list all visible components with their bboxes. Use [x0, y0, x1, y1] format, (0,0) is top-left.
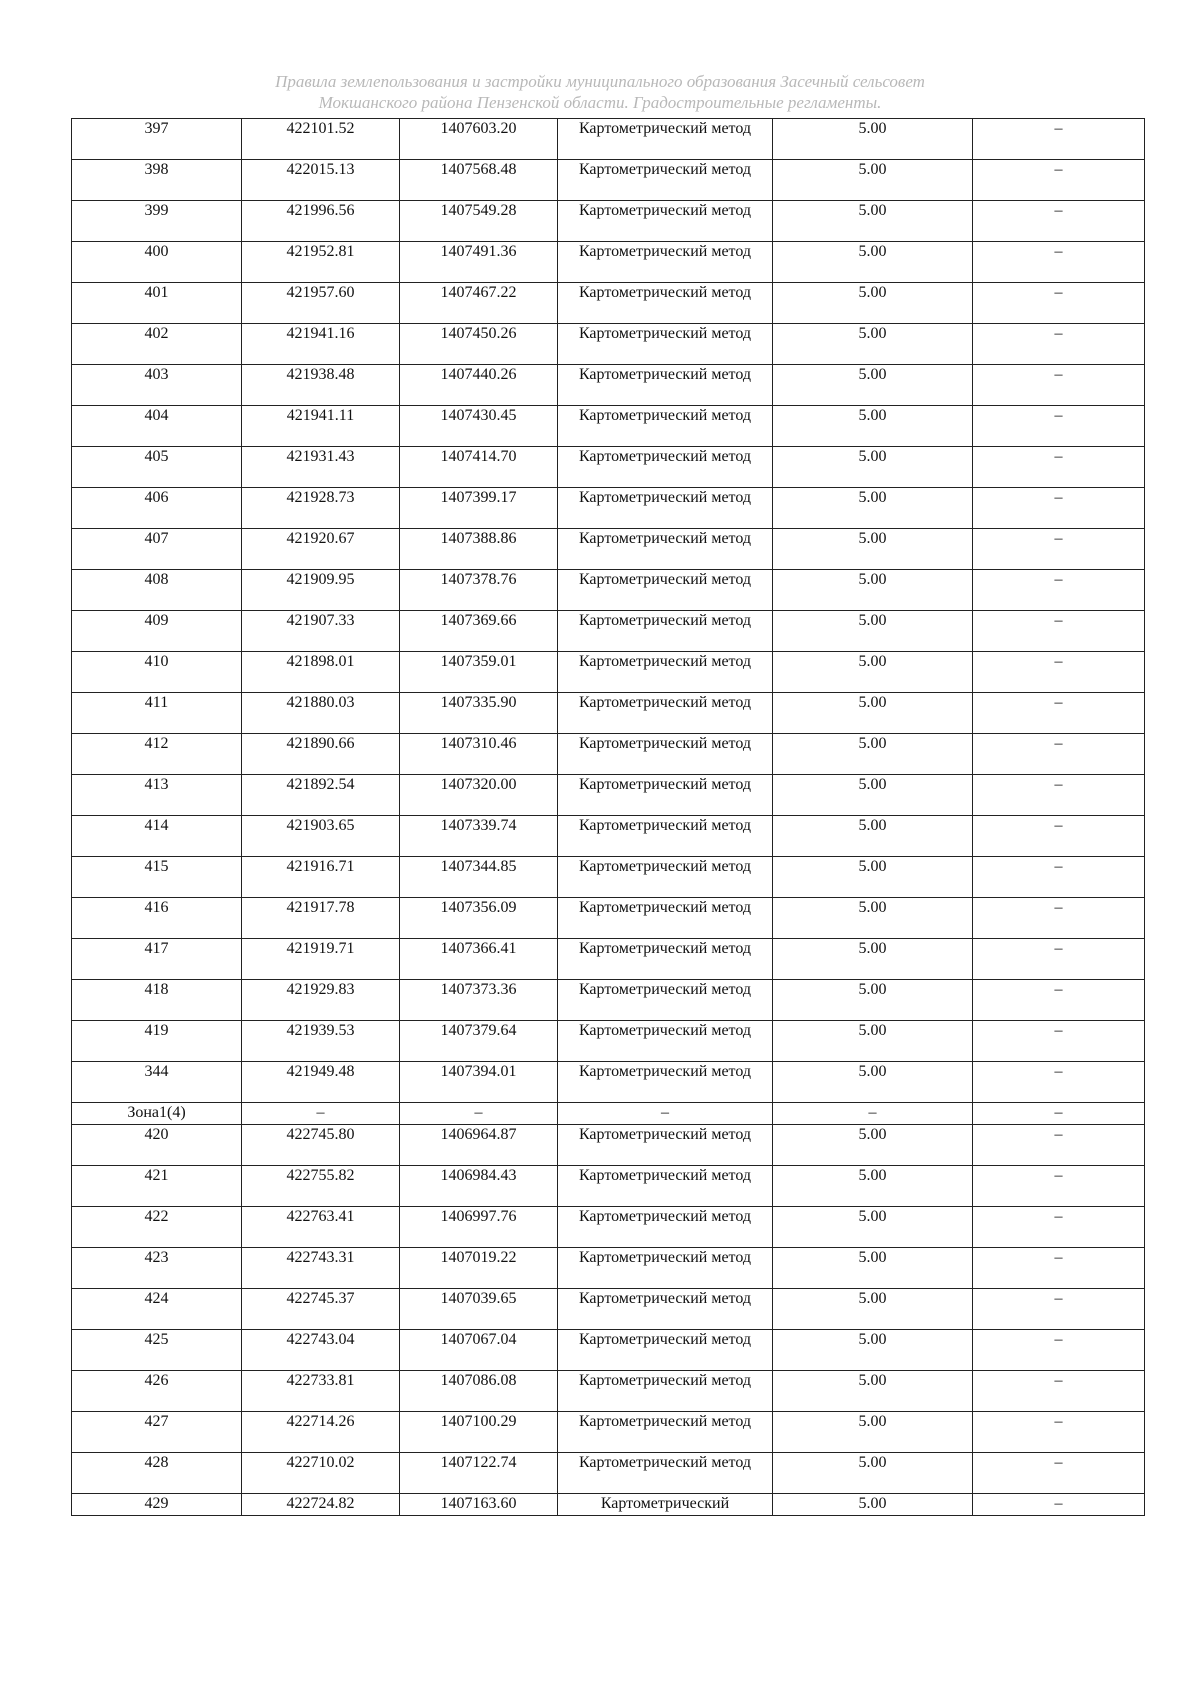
coordinate-x-cell: 421952.81	[242, 242, 400, 283]
coordinate-x-cell: –	[242, 1103, 400, 1125]
coordinate-y-cell: –	[400, 1103, 558, 1125]
method-cell: Картометрический метод	[558, 488, 773, 529]
method-cell: Картометрический метод	[558, 160, 773, 201]
table-row	[72, 816, 1145, 857]
coordinate-x-cell: 421941.16	[242, 324, 400, 365]
point-number-cell: 412	[72, 734, 242, 775]
coordinate-y-cell: 1407335.90	[400, 693, 558, 734]
accuracy-cell: 5.00	[773, 324, 973, 365]
accuracy-cell: 5.00	[773, 1062, 973, 1103]
method-cell: Картометрический	[558, 1494, 773, 1516]
table-row	[72, 693, 1145, 734]
accuracy-cell: 5.00	[773, 1453, 973, 1494]
coordinate-x-cell: 421928.73	[242, 488, 400, 529]
coordinate-y-cell: 1407440.26	[400, 365, 558, 406]
note-cell: –	[973, 242, 1145, 283]
header-line-1: Правила землепользования и застройки муниципального образования Засечный сельсовет	[275, 72, 925, 91]
point-number-cell: 406	[72, 488, 242, 529]
table-row	[72, 283, 1145, 324]
table-row	[72, 488, 1145, 529]
coordinate-x-cell: 421907.33	[242, 611, 400, 652]
table-row	[72, 652, 1145, 693]
accuracy-cell: 5.00	[773, 1248, 973, 1289]
coordinate-y-cell: 1406984.43	[400, 1166, 558, 1207]
note-cell: –	[973, 939, 1145, 980]
point-number-cell: 417	[72, 939, 242, 980]
point-number-cell: 404	[72, 406, 242, 447]
note-cell: –	[973, 1330, 1145, 1371]
table-row	[72, 324, 1145, 365]
note-cell: –	[973, 652, 1145, 693]
coordinate-y-cell: 1407366.41	[400, 939, 558, 980]
zone-header-row	[72, 1103, 1145, 1125]
accuracy-cell: 5.00	[773, 1166, 973, 1207]
accuracy-cell: 5.00	[773, 160, 973, 201]
coordinate-y-cell: 1407467.22	[400, 283, 558, 324]
note-cell: –	[973, 775, 1145, 816]
point-number-cell: 424	[72, 1289, 242, 1330]
method-cell: Картометрический метод	[558, 529, 773, 570]
method-cell: Картометрический метод	[558, 857, 773, 898]
note-cell: –	[973, 693, 1145, 734]
coordinates-table	[71, 118, 1145, 1516]
method-cell: Картометрический метод	[558, 1330, 773, 1371]
coordinate-y-cell: 1407388.86	[400, 529, 558, 570]
coordinate-y-cell: 1406964.87	[400, 1125, 558, 1166]
table-row	[72, 980, 1145, 1021]
method-cell: Картометрический метод	[558, 652, 773, 693]
page-header	[0, 71, 1200, 113]
coordinate-x-cell: 421929.83	[242, 980, 400, 1021]
table-row	[72, 939, 1145, 980]
method-cell: –	[558, 1103, 773, 1125]
coordinate-x-cell: 421919.71	[242, 939, 400, 980]
coordinate-x-cell: 421917.78	[242, 898, 400, 939]
table-row	[72, 365, 1145, 406]
point-number-cell: 408	[72, 570, 242, 611]
method-cell: Картометрический метод	[558, 611, 773, 652]
coordinate-x-cell: 421941.11	[242, 406, 400, 447]
note-cell: –	[973, 611, 1145, 652]
coordinate-x-cell: 422743.31	[242, 1248, 400, 1289]
method-cell: Картометрический метод	[558, 980, 773, 1021]
coordinate-y-cell: 1407310.46	[400, 734, 558, 775]
point-number-cell: 397	[72, 119, 242, 160]
table-row	[72, 898, 1145, 939]
table-row	[72, 611, 1145, 652]
accuracy-cell: 5.00	[773, 775, 973, 816]
coordinate-y-cell: 1407378.76	[400, 570, 558, 611]
coordinates-table-body	[72, 119, 1145, 1516]
coordinate-x-cell: 421903.65	[242, 816, 400, 857]
method-cell: Картометрический метод	[558, 242, 773, 283]
coordinate-x-cell: 422745.80	[242, 1125, 400, 1166]
accuracy-cell: 5.00	[773, 857, 973, 898]
point-number-cell: 399	[72, 201, 242, 242]
coordinate-x-cell: 422015.13	[242, 160, 400, 201]
coordinate-x-cell: 421949.48	[242, 1062, 400, 1103]
point-number-cell: 418	[72, 980, 242, 1021]
coordinate-x-cell: 421880.03	[242, 693, 400, 734]
method-cell: Картометрический метод	[558, 1166, 773, 1207]
coordinate-x-cell: 421938.48	[242, 365, 400, 406]
method-cell: Картометрический метод	[558, 1021, 773, 1062]
accuracy-cell: 5.00	[773, 447, 973, 488]
point-number-cell: 416	[72, 898, 242, 939]
method-cell: Картометрический метод	[558, 570, 773, 611]
point-number-cell: 409	[72, 611, 242, 652]
method-cell: Картометрический метод	[558, 693, 773, 734]
header-line-2: Мокшанского района Пензенской области. Градостроительные регламенты.	[318, 93, 882, 112]
table-row	[72, 1166, 1145, 1207]
note-cell: –	[973, 857, 1145, 898]
point-number-cell: 428	[72, 1453, 242, 1494]
table-row	[72, 1371, 1145, 1412]
coordinate-y-cell: 1407320.00	[400, 775, 558, 816]
table-row	[72, 1412, 1145, 1453]
coordinate-y-cell: 1407399.17	[400, 488, 558, 529]
accuracy-cell: 5.00	[773, 816, 973, 857]
note-cell: –	[973, 898, 1145, 939]
method-cell: Картометрический метод	[558, 1453, 773, 1494]
accuracy-cell: 5.00	[773, 406, 973, 447]
coordinate-y-cell: 1407603.20	[400, 119, 558, 160]
coordinate-x-cell: 421892.54	[242, 775, 400, 816]
method-cell: Картометрический метод	[558, 775, 773, 816]
accuracy-cell: 5.00	[773, 1289, 973, 1330]
coordinate-x-cell: 422743.04	[242, 1330, 400, 1371]
method-cell: Картометрический метод	[558, 283, 773, 324]
table-row	[72, 406, 1145, 447]
coordinate-y-cell: 1407039.65	[400, 1289, 558, 1330]
coordinate-y-cell: 1407086.08	[400, 1371, 558, 1412]
accuracy-cell: 5.00	[773, 242, 973, 283]
coordinate-y-cell: 1407163.60	[400, 1494, 558, 1516]
accuracy-cell: 5.00	[773, 365, 973, 406]
accuracy-cell: 5.00	[773, 1494, 973, 1516]
accuracy-cell: 5.00	[773, 1125, 973, 1166]
coordinate-x-cell: 422101.52	[242, 119, 400, 160]
point-number-cell: 400	[72, 242, 242, 283]
method-cell: Картометрический метод	[558, 1289, 773, 1330]
coordinate-y-cell: 1407339.74	[400, 816, 558, 857]
coordinate-x-cell: 421996.56	[242, 201, 400, 242]
coordinate-x-cell: 421916.71	[242, 857, 400, 898]
note-cell: –	[973, 283, 1145, 324]
accuracy-cell: 5.00	[773, 119, 973, 160]
accuracy-cell: 5.00	[773, 1371, 973, 1412]
note-cell: –	[973, 1021, 1145, 1062]
note-cell: –	[973, 488, 1145, 529]
coordinate-x-cell: 422733.81	[242, 1371, 400, 1412]
point-number-cell: 398	[72, 160, 242, 201]
point-number-cell: 427	[72, 1412, 242, 1453]
coordinate-y-cell: 1407122.74	[400, 1453, 558, 1494]
coordinate-y-cell: 1407359.01	[400, 652, 558, 693]
note-cell: –	[973, 1248, 1145, 1289]
coordinate-y-cell: 1407394.01	[400, 1062, 558, 1103]
table-row	[72, 570, 1145, 611]
note-cell: –	[973, 406, 1145, 447]
point-number-cell: 426	[72, 1371, 242, 1412]
coordinate-y-cell: 1407549.28	[400, 201, 558, 242]
method-cell: Картометрический метод	[558, 365, 773, 406]
method-cell: Картометрический метод	[558, 119, 773, 160]
table-row	[72, 1289, 1145, 1330]
accuracy-cell: 5.00	[773, 283, 973, 324]
table-row	[72, 775, 1145, 816]
table-row	[72, 447, 1145, 488]
coordinate-x-cell: 421957.60	[242, 283, 400, 324]
accuracy-cell: 5.00	[773, 1207, 973, 1248]
note-cell: –	[973, 365, 1145, 406]
coordinate-x-cell: 422745.37	[242, 1289, 400, 1330]
note-cell: –	[973, 201, 1145, 242]
accuracy-cell: 5.00	[773, 570, 973, 611]
note-cell: –	[973, 570, 1145, 611]
point-number-cell: 401	[72, 283, 242, 324]
accuracy-cell: 5.00	[773, 734, 973, 775]
table-row	[72, 242, 1145, 283]
point-number-cell: 420	[72, 1125, 242, 1166]
table-row	[72, 119, 1145, 160]
coordinate-x-cell: 422755.82	[242, 1166, 400, 1207]
table-row	[72, 1125, 1145, 1166]
coordinate-y-cell: 1406997.76	[400, 1207, 558, 1248]
method-cell: Картометрический метод	[558, 1062, 773, 1103]
point-number-cell: 419	[72, 1021, 242, 1062]
coordinate-y-cell: 1407414.70	[400, 447, 558, 488]
accuracy-cell: 5.00	[773, 652, 973, 693]
coordinate-y-cell: 1407430.45	[400, 406, 558, 447]
point-number-cell: 429	[72, 1494, 242, 1516]
method-cell: Картометрический метод	[558, 1207, 773, 1248]
accuracy-cell: 5.00	[773, 1021, 973, 1062]
note-cell: –	[973, 1207, 1145, 1248]
coordinate-y-cell: 1407019.22	[400, 1248, 558, 1289]
table-row	[72, 201, 1145, 242]
coordinate-y-cell: 1407450.26	[400, 324, 558, 365]
accuracy-cell: 5.00	[773, 980, 973, 1021]
accuracy-cell: 5.00	[773, 939, 973, 980]
coordinate-x-cell: 421920.67	[242, 529, 400, 570]
coordinate-y-cell: 1407373.36	[400, 980, 558, 1021]
point-number-cell: 425	[72, 1330, 242, 1371]
method-cell: Картометрический метод	[558, 1125, 773, 1166]
coordinate-x-cell: 421890.66	[242, 734, 400, 775]
accuracy-cell: 5.00	[773, 529, 973, 570]
accuracy-cell: 5.00	[773, 693, 973, 734]
coordinate-x-cell: 421931.43	[242, 447, 400, 488]
note-cell: –	[973, 1412, 1145, 1453]
note-cell: –	[973, 324, 1145, 365]
table-row	[72, 734, 1145, 775]
point-number-cell: 423	[72, 1248, 242, 1289]
coordinate-x-cell: 421898.01	[242, 652, 400, 693]
note-cell: –	[973, 1062, 1145, 1103]
accuracy-cell: –	[773, 1103, 973, 1125]
method-cell: Картометрический метод	[558, 201, 773, 242]
coordinate-x-cell: 421939.53	[242, 1021, 400, 1062]
table-row	[72, 1494, 1145, 1516]
point-number-cell: 344	[72, 1062, 242, 1103]
point-number-cell: 421	[72, 1166, 242, 1207]
coordinate-x-cell: 422763.41	[242, 1207, 400, 1248]
table-row	[72, 529, 1145, 570]
table-row	[72, 1453, 1145, 1494]
method-cell: Картометрический метод	[558, 734, 773, 775]
method-cell: Картометрический метод	[558, 898, 773, 939]
method-cell: Картометрический метод	[558, 324, 773, 365]
accuracy-cell: 5.00	[773, 1330, 973, 1371]
note-cell: –	[973, 119, 1145, 160]
point-number-cell: 414	[72, 816, 242, 857]
point-number-cell: 405	[72, 447, 242, 488]
point-number-cell: 415	[72, 857, 242, 898]
table-row	[72, 160, 1145, 201]
method-cell: Картометрический метод	[558, 1371, 773, 1412]
coordinate-y-cell: 1407344.85	[400, 857, 558, 898]
coordinate-x-cell: 421909.95	[242, 570, 400, 611]
accuracy-cell: 5.00	[773, 898, 973, 939]
coordinate-x-cell: 422714.26	[242, 1412, 400, 1453]
point-number-cell: 411	[72, 693, 242, 734]
table-row	[72, 1330, 1145, 1371]
method-cell: Картометрический метод	[558, 816, 773, 857]
note-cell: –	[973, 1453, 1145, 1494]
note-cell: –	[973, 447, 1145, 488]
accuracy-cell: 5.00	[773, 1412, 973, 1453]
point-number-cell: 407	[72, 529, 242, 570]
method-cell: Картометрический метод	[558, 406, 773, 447]
coordinate-x-cell: 422724.82	[242, 1494, 400, 1516]
note-cell: –	[973, 1125, 1145, 1166]
coordinate-y-cell: 1407067.04	[400, 1330, 558, 1371]
note-cell: –	[973, 1166, 1145, 1207]
coordinate-y-cell: 1407100.29	[400, 1412, 558, 1453]
note-cell: –	[973, 1494, 1145, 1516]
note-cell: –	[973, 980, 1145, 1021]
table-row	[72, 1248, 1145, 1289]
method-cell: Картометрический метод	[558, 447, 773, 488]
method-cell: Картометрический метод	[558, 939, 773, 980]
point-number-cell: 413	[72, 775, 242, 816]
table-row	[72, 1207, 1145, 1248]
method-cell: Картометрический метод	[558, 1248, 773, 1289]
point-number-cell: 402	[72, 324, 242, 365]
note-cell: –	[973, 160, 1145, 201]
accuracy-cell: 5.00	[773, 488, 973, 529]
note-cell: –	[973, 1371, 1145, 1412]
table-row	[72, 1021, 1145, 1062]
point-number-cell: 410	[72, 652, 242, 693]
note-cell: –	[973, 734, 1145, 775]
method-cell: Картометрический метод	[558, 1412, 773, 1453]
point-number-cell: 422	[72, 1207, 242, 1248]
coordinate-x-cell: 422710.02	[242, 1453, 400, 1494]
point-number-cell: 403	[72, 365, 242, 406]
coordinate-y-cell: 1407491.36	[400, 242, 558, 283]
coordinate-y-cell: 1407379.64	[400, 1021, 558, 1062]
accuracy-cell: 5.00	[773, 201, 973, 242]
note-cell: –	[973, 1289, 1145, 1330]
note-cell: –	[973, 816, 1145, 857]
point-number-cell: Зона1(4)	[72, 1103, 242, 1125]
coordinate-y-cell: 1407568.48	[400, 160, 558, 201]
table-row	[72, 857, 1145, 898]
note-cell: –	[973, 529, 1145, 570]
coordinate-y-cell: 1407369.66	[400, 611, 558, 652]
note-cell: –	[973, 1103, 1145, 1125]
table-row	[72, 1062, 1145, 1103]
coordinate-y-cell: 1407356.09	[400, 898, 558, 939]
accuracy-cell: 5.00	[773, 611, 973, 652]
